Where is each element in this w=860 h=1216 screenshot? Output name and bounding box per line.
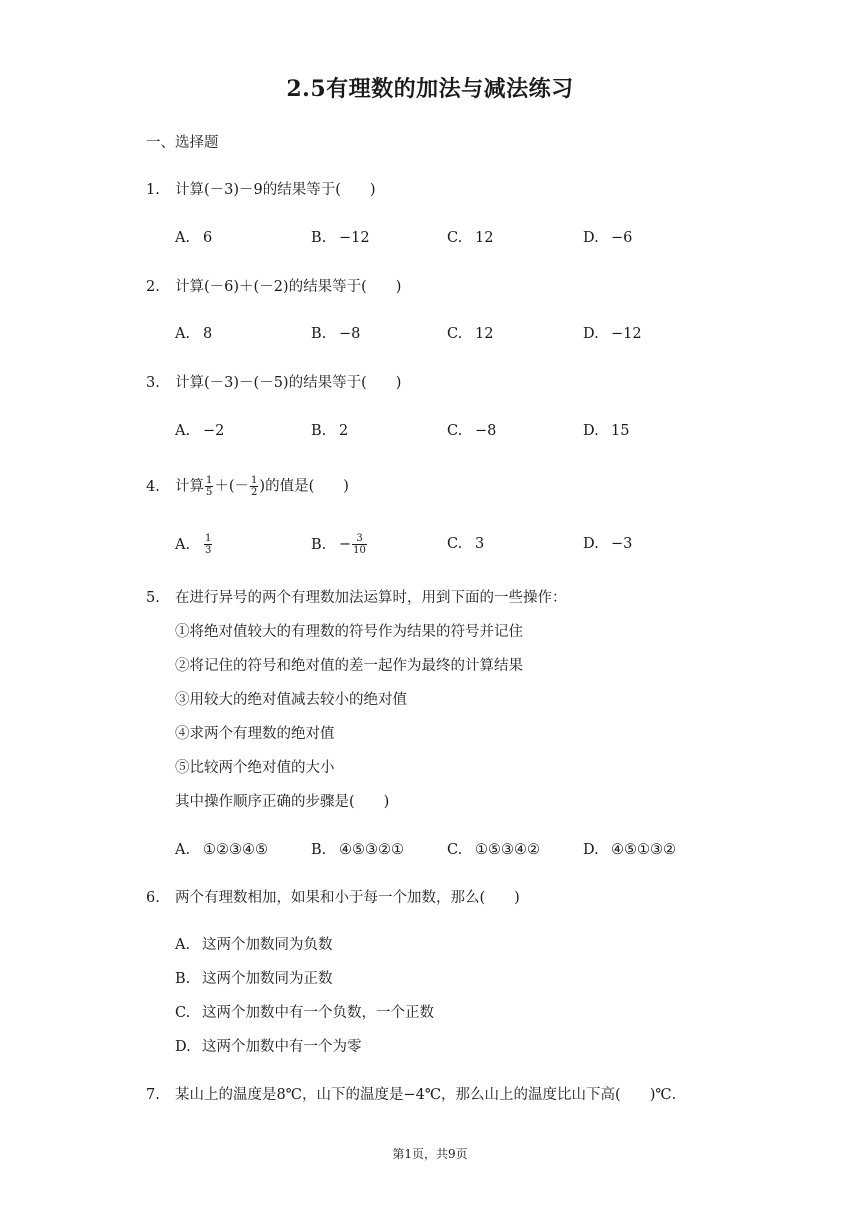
question-number: 7. bbox=[146, 1087, 160, 1103]
step-1: ①将绝对值较大的有理数的符号作为结果的符号并记住 bbox=[175, 624, 523, 640]
question-number: 3. bbox=[146, 375, 160, 391]
option-b bbox=[311, 533, 368, 556]
option-label: D. bbox=[583, 423, 599, 439]
option-value: −12 bbox=[611, 326, 642, 342]
option-value: 6 bbox=[203, 230, 213, 246]
page-footer: 第1页，共9页 bbox=[392, 1147, 468, 1161]
option-label: D. bbox=[583, 326, 599, 342]
question-2 bbox=[146, 276, 401, 298]
option-a bbox=[175, 420, 224, 442]
question-number: 6. bbox=[146, 890, 160, 906]
question-1 bbox=[146, 179, 376, 201]
question-7 bbox=[146, 1084, 676, 1106]
option-c bbox=[447, 533, 484, 555]
option-value: −6 bbox=[611, 230, 633, 246]
option-d bbox=[583, 839, 676, 861]
step-5: ⑤比较两个绝对值的大小 bbox=[175, 760, 335, 776]
option-c bbox=[447, 420, 496, 442]
question-text-suffix: )的值是( ) bbox=[259, 478, 349, 495]
fraction-numerator: 1 bbox=[251, 475, 258, 486]
option-label: C. bbox=[447, 326, 463, 342]
question-text: 在进行异号的两个有理数加法运算时，用到下面的一些操作： bbox=[175, 590, 567, 606]
option-value: 12 bbox=[475, 230, 494, 246]
fraction-denominator: 2 bbox=[251, 487, 258, 498]
question-3 bbox=[146, 372, 401, 394]
option-b bbox=[311, 839, 404, 861]
question-4 bbox=[146, 475, 349, 498]
option-a bbox=[175, 533, 213, 556]
fraction bbox=[204, 533, 212, 556]
option-a bbox=[175, 323, 212, 345]
option-value: 12 bbox=[475, 326, 494, 342]
option-label: A. bbox=[175, 230, 191, 246]
option-value: −3 bbox=[611, 536, 633, 552]
option-value: −2 bbox=[203, 423, 225, 439]
option-d bbox=[583, 227, 632, 249]
question-number: 5. bbox=[146, 590, 160, 606]
question-text: 某山上的温度是8℃，山下的温度是−4℃，那么山上的温度比山下高( )℃. bbox=[175, 1087, 677, 1103]
option-label: D. bbox=[583, 230, 599, 246]
option-label: B. bbox=[311, 842, 327, 858]
fraction-denominator: 10 bbox=[353, 545, 366, 556]
option-value: 8 bbox=[203, 326, 213, 342]
question-prompt: 其中操作顺序正确的步骤是( ) bbox=[175, 794, 390, 810]
step-4: ④求两个有理数的绝对值 bbox=[175, 726, 335, 742]
option-label: B. bbox=[311, 230, 327, 246]
option-a bbox=[175, 934, 333, 956]
option-value: ①②③④⑤ bbox=[203, 842, 268, 858]
option-label: C. bbox=[175, 1005, 191, 1021]
question-6 bbox=[146, 887, 520, 909]
fraction-denominator: 3 bbox=[205, 545, 212, 556]
question-number: 1. bbox=[146, 182, 160, 198]
question-text: 计算(－3)－9的结果等于( ) bbox=[175, 182, 376, 198]
option-label: D. bbox=[583, 842, 599, 858]
question-text: 计算(－3)－(－5)的结果等于( ) bbox=[175, 375, 402, 391]
option-label: B. bbox=[311, 423, 327, 439]
option-sign: − bbox=[339, 536, 352, 553]
option-value: 15 bbox=[611, 423, 630, 439]
question-text-mid: ＋(－ bbox=[214, 478, 250, 495]
option-value: 这两个加数同为正数 bbox=[202, 971, 333, 987]
question-text: 计算(－6)＋(－2)的结果等于( ) bbox=[175, 279, 402, 295]
question-5 bbox=[146, 587, 567, 609]
page-title: 2.5有理数的加法与减法练习 bbox=[286, 76, 574, 102]
option-d bbox=[175, 1036, 362, 1058]
fraction-denominator: 5 bbox=[206, 487, 213, 498]
option-label: A. bbox=[175, 536, 191, 553]
question-text-prefix: 计算 bbox=[175, 478, 204, 495]
option-label: B. bbox=[311, 536, 327, 553]
option-c bbox=[447, 323, 493, 345]
question-text: 两个有理数相加，如果和小于每一个加数，那么( ) bbox=[175, 890, 520, 906]
question-number: 4. bbox=[146, 478, 160, 495]
section-heading: 一、选择题 bbox=[146, 135, 219, 151]
option-label: B. bbox=[311, 326, 327, 342]
fraction bbox=[205, 475, 213, 498]
option-value: 这两个加数中有一个为零 bbox=[202, 1039, 362, 1055]
option-c bbox=[447, 839, 540, 861]
option-c bbox=[447, 227, 493, 249]
option-value: 2 bbox=[339, 423, 349, 439]
fraction bbox=[250, 475, 258, 498]
option-value: 3 bbox=[475, 536, 485, 552]
option-label: C. bbox=[447, 842, 463, 858]
option-d bbox=[583, 323, 642, 345]
option-value: 这两个加数中有一个负数，一个正数 bbox=[202, 1005, 434, 1021]
option-a bbox=[175, 227, 212, 249]
option-label: A. bbox=[175, 937, 191, 953]
fraction-numerator: 1 bbox=[206, 475, 213, 486]
step-2: ②将记住的符号和绝对值的差一起作为最终的计算结果 bbox=[175, 658, 523, 674]
option-b bbox=[311, 420, 348, 442]
option-value: ①⑤③④② bbox=[475, 842, 540, 858]
option-label: A. bbox=[175, 842, 191, 858]
option-label: C. bbox=[447, 536, 463, 552]
question-number: 2. bbox=[146, 279, 160, 295]
option-value: 这两个加数同为负数 bbox=[202, 937, 333, 953]
step-3: ③用较大的绝对值减去较小的绝对值 bbox=[175, 692, 407, 708]
option-b bbox=[311, 227, 370, 249]
option-value: −8 bbox=[339, 326, 361, 342]
option-label: B. bbox=[175, 971, 191, 987]
option-a bbox=[175, 839, 268, 861]
option-value: ④⑤①③② bbox=[611, 842, 676, 858]
option-label: C. bbox=[447, 230, 463, 246]
option-d bbox=[583, 533, 632, 555]
option-value: −8 bbox=[475, 423, 497, 439]
option-label: D. bbox=[175, 1039, 191, 1055]
option-value: −12 bbox=[339, 230, 370, 246]
fraction-numerator: 3 bbox=[352, 533, 367, 545]
option-value: ④⑤③②① bbox=[339, 842, 404, 858]
option-b bbox=[311, 323, 360, 345]
fraction bbox=[352, 533, 367, 556]
option-c bbox=[175, 1002, 434, 1024]
fraction-numerator: 1 bbox=[205, 533, 212, 544]
option-d bbox=[583, 420, 629, 442]
option-label: C. bbox=[447, 423, 463, 439]
option-label: D. bbox=[583, 536, 599, 552]
option-label: A. bbox=[175, 423, 191, 439]
option-b bbox=[175, 968, 333, 990]
option-label: A. bbox=[175, 326, 191, 342]
